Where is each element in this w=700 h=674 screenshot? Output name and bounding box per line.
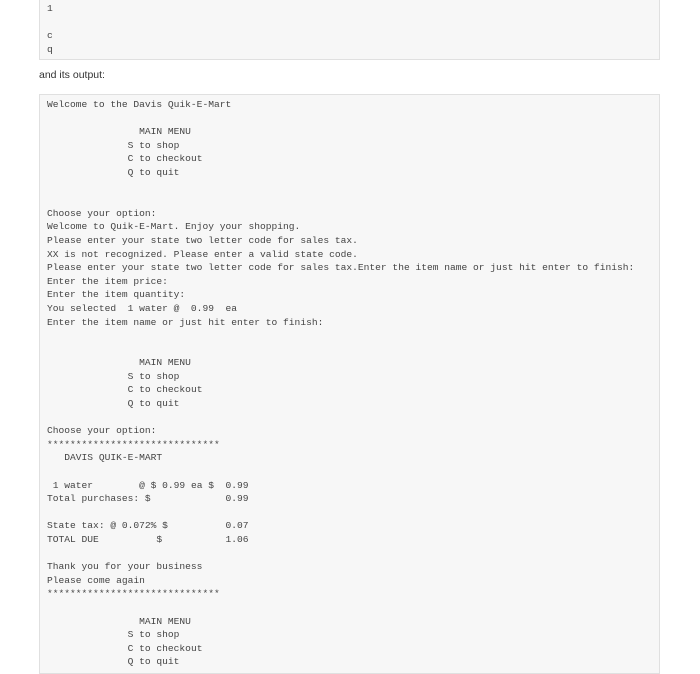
output-line: Choose your option: [47,425,157,437]
output-line: ****************************** [47,588,220,600]
output-line: Welcome to Quik-E-Mart. Enjoy your shopping. [47,221,301,233]
input-line: q [47,43,53,55]
input-line: 1 [47,3,53,14]
output-line: Please come again [47,574,145,586]
output-line: TOTAL DUE $ 1.06 [47,534,249,545]
output-line: Choose your option: [47,207,157,219]
output-line: Enter the item price: [47,275,168,287]
output-line: MAIN MENU [47,126,191,138]
input-line: c [47,30,53,42]
output-line: C to checkout [47,153,203,165]
output-line: MAIN MENU [47,615,191,627]
output-line: Enter the item name or just hit enter to finish: [47,316,324,328]
output-line: Enter the item quantity: [47,289,186,301]
output-line: MAIN MENU [47,357,191,369]
output-line: Welcome to the Davis Quik-E-Mart [47,99,232,110]
output-line: Q to quit [47,398,180,410]
output-line: S to shop [47,370,180,382]
output-caption: and its output: [39,69,105,81]
input-code-block [39,0,660,60]
output-line: Please enter your state two letter code for sales tax.Enter the item name or just hit enter to finish: [47,262,635,274]
output-line: State tax: @ 0.072% $ 0.07 [47,520,249,532]
output-line: S to shop [47,139,180,151]
output-line: S to shop [47,629,180,641]
output-line: XX is not recognized. Please enter a valid state code. [47,248,358,260]
output-line: Q to quit [47,656,180,668]
output-line: 1 water @ $ 0.99 ea $ 0.99 [47,479,249,491]
output-line: C to checkout [47,384,203,396]
output-code-block [39,94,660,674]
output-line: ****************************** [47,438,220,450]
output-line: You selected 1 water @ 0.99 ea [47,302,237,314]
output-code-text [40,95,659,669]
output-line: Thank you for your business [47,561,203,573]
output-line: Total purchases: $ 0.99 [47,493,249,505]
output-line: DAVIS QUIK-E-MART [47,452,163,464]
output-line: C to checkout [47,642,203,654]
output-line: Please enter your state two letter code for sales tax. [47,234,358,246]
input-code-text [40,0,659,56]
output-line: Q to quit [47,166,180,178]
